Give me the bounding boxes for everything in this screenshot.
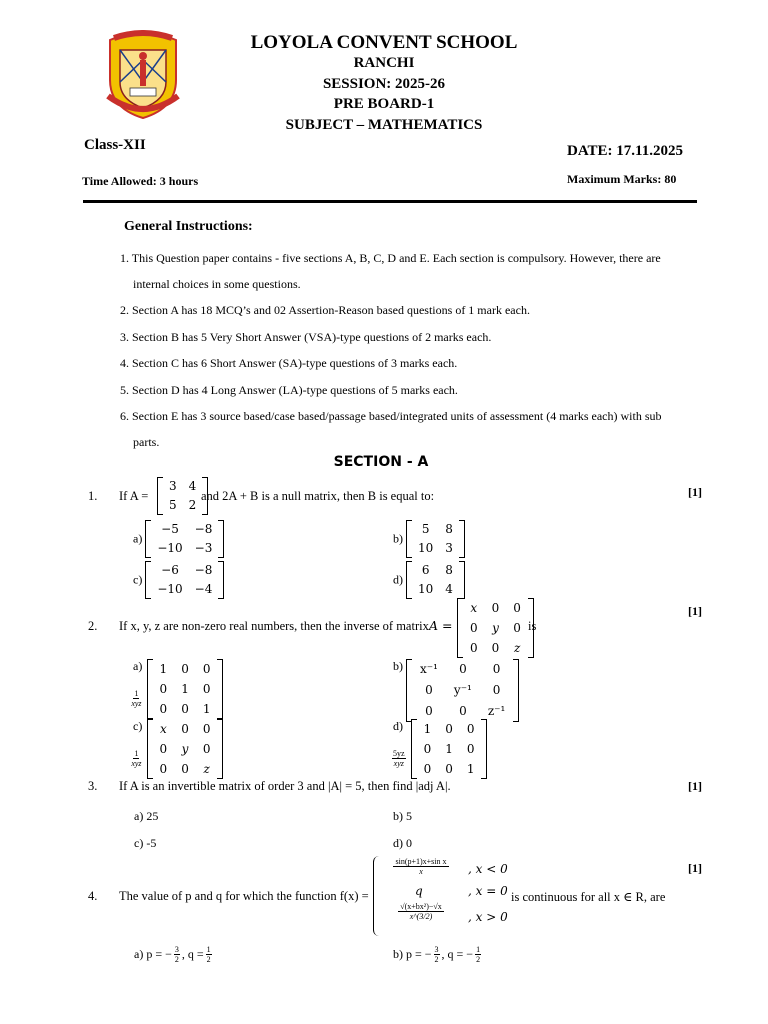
q1-option-c[interactable]: c) −6 −8 −10 −4: [133, 561, 224, 599]
instruction-3: 3. Section B has 5 Very Short Answer (VSA)-type questions of 2 marks each.: [120, 330, 492, 344]
q2-number: 2.: [88, 619, 98, 633]
q3-option-c[interactable]: c) -5: [134, 836, 157, 850]
q3-option-b[interactable]: b) 5: [393, 809, 412, 823]
q1-prefix: If A =: [119, 489, 149, 503]
q3-text: If A is an invertible matrix of order 3 and |A| = 5, then find |adj A|.: [119, 779, 451, 793]
q1-matrix-a: 3 4 5 2: [157, 477, 208, 515]
q1-suffix: and 2A + B is a null matrix, then B is equal to:: [201, 489, 435, 503]
q2-option-a-coefficient: $\frac{1}{\text{xyz}}$: [131, 688, 142, 708]
q2-prefix: If x, y, z are non-zero real numbers, then the inverse of matrix: [119, 619, 429, 633]
q2-matrix-a: x 0 0 0 y 0 0 0 z: [457, 598, 534, 658]
q1-marks: [1]: [688, 485, 702, 499]
q2-marks: [1]: [688, 604, 702, 618]
school-city: RANCHI: [353, 55, 415, 71]
q1-number: 1.: [88, 489, 98, 503]
instruction-6: 6. Section E has 3 source based/case based/passage based/integrated units of assessment (4 marks each) with sub: [120, 409, 662, 423]
q1-option-d[interactable]: d) 6 8 10 4: [393, 561, 465, 599]
instruction-1-cont: internal choices in some questions.: [133, 277, 301, 291]
q4-case-3-expression: $\frac{\text{√(x+bx²)−√x}}{x\^{}(3/2)}$: [400, 902, 442, 921]
q3-number: 3.: [88, 779, 98, 793]
q2-option-c[interactable]: c) $\frac{1}{\text{xyz}}$ x 0 0 0 y 0 0 0 z: [133, 719, 223, 779]
q4-suffix: is continuous for all x ∈ R, are: [511, 890, 666, 904]
header-divider: [83, 200, 697, 203]
q2-option-d[interactable]: d) $\frac{5yz}{\text{xyz}}$ 1 0 0 0 1 0 0 0 1: [393, 719, 487, 779]
q4-case-2-condition: , x = 0: [468, 884, 508, 898]
max-marks: Maximum Marks: 80: [567, 172, 677, 186]
q4-option-a[interactable]: a) p = − $\frac{3}{2}$ , q = $\frac{1}{2}$: [134, 945, 211, 964]
section-a-title: SECTION - A: [333, 454, 429, 470]
q1-option-b[interactable]: b) 5 8 10 3: [393, 520, 465, 558]
subject: SUBJECT – MATHEMATICS: [285, 117, 483, 133]
q3-option-d[interactable]: d) 0: [393, 836, 412, 850]
q4-piecewise-brace: [373, 856, 380, 936]
school-name: LOYOLA CONVENT SCHOOL: [250, 32, 518, 53]
q4-case-2-expression: q: [415, 884, 423, 898]
q4-option-b[interactable]: b) p = − $\frac{3}{2}$ , q = − $\frac{1}{2}$: [393, 945, 481, 964]
q2-option-c-coefficient: $\frac{1}{\text{xyz}}$: [131, 748, 142, 768]
session: SESSION: 2025-26: [322, 76, 446, 92]
q4-case-1-expression: $\frac{\text{sin(p+1)x+sin x}}{x}$: [395, 857, 447, 876]
instructions-title: General Instructions:: [124, 219, 253, 234]
q4-case-1-condition: , x < 0: [468, 862, 508, 876]
instruction-6-cont: parts.: [133, 435, 160, 449]
instruction-4: 4. Section C has 6 Short Answer (SA)-type questions of 3 marks each.: [120, 356, 458, 370]
instruction-1: 1. This Question paper contains - five sections A, B, C, D and E. Each section is compulsory. However, there are: [120, 251, 661, 265]
q3-option-a[interactable]: a) 25: [134, 809, 159, 823]
exam-name: PRE BOARD-1: [333, 96, 435, 112]
exam-date: DATE: 17.11.2025: [567, 143, 683, 159]
time-allowed: Time Allowed: 3 hours: [82, 174, 199, 188]
q2-option-a[interactable]: a) $\frac{1}{\text{xyz}}$ 1 0 0 0 1 0 0 0 1: [133, 659, 223, 719]
q2-option-b[interactable]: b) x⁻¹ 0 0 0 y⁻¹ 0 0 0 z⁻¹: [393, 659, 519, 722]
q2-matrix-label: A =: [429, 618, 453, 633]
instruction-5: 5. Section D has 4 Long Answer (LA)-type questions of 5 marks each.: [120, 383, 458, 397]
q2-option-d-coefficient: $\frac{5yz}{\text{xyz}}$: [393, 748, 405, 768]
q2-suffix: is: [528, 619, 537, 633]
instruction-2: 2. Section A has 18 MCQ’s and 02 Assertion-Reason based questions of 1 mark each.: [120, 303, 530, 317]
q4-case-3-condition: , x > 0: [468, 910, 508, 924]
q4-prefix: The value of p and q for which the function f(x) =: [119, 889, 369, 903]
class-label: Class-XII: [84, 137, 146, 153]
q4-marks: [1]: [688, 861, 702, 875]
q3-marks: [1]: [688, 779, 702, 793]
q1-option-a[interactable]: a) −5 −8 −10 −3: [133, 520, 224, 558]
q4-number: 4.: [88, 889, 98, 903]
